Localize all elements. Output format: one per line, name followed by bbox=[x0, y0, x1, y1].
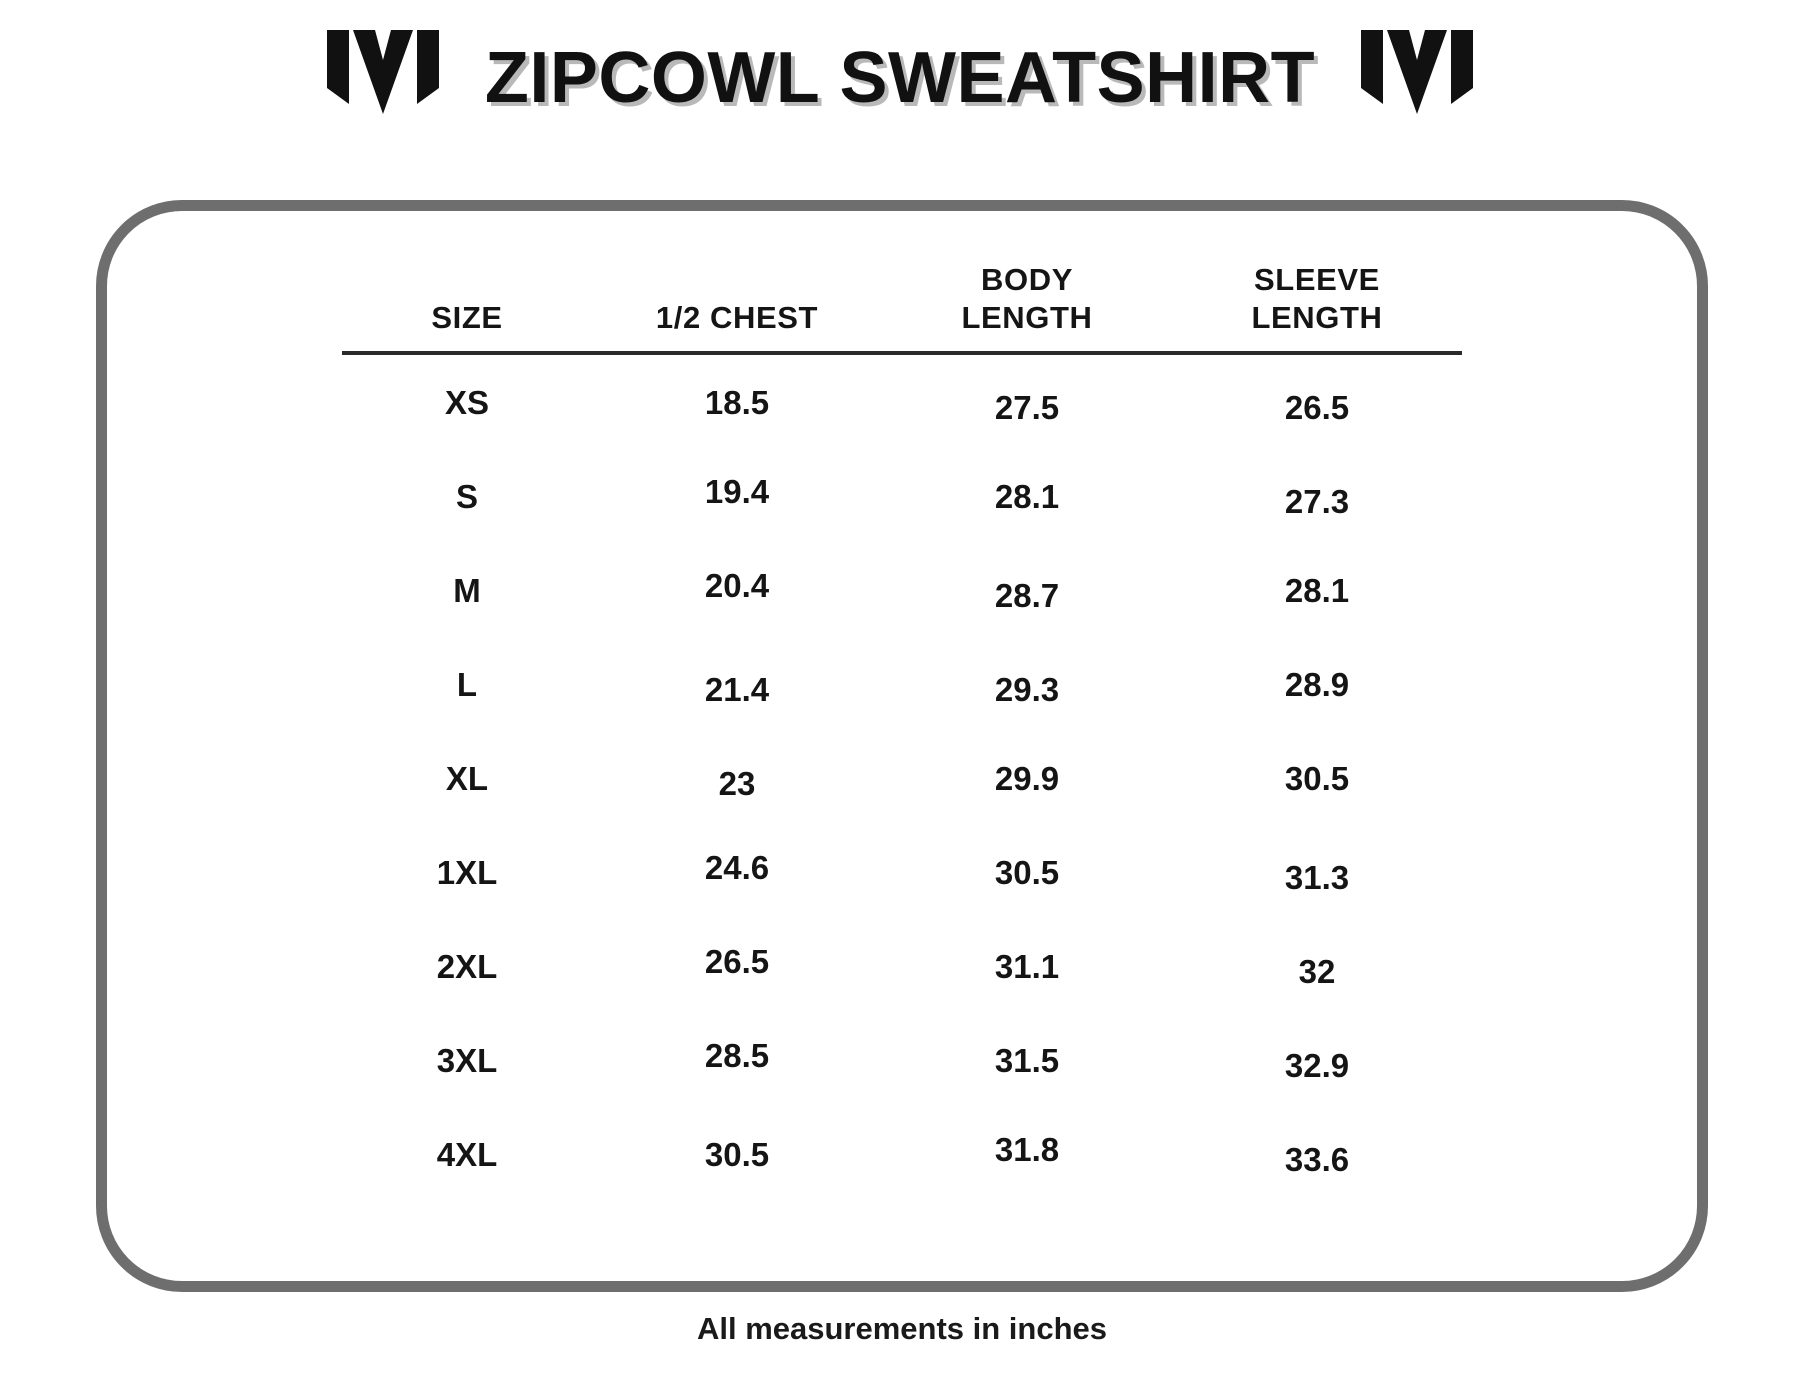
cell-sleeve-length: 28.9 bbox=[1284, 665, 1350, 703]
table-row bbox=[342, 449, 1462, 543]
cell-half-chest: 24.6 bbox=[704, 848, 770, 886]
column-header-half-chest-label: 1/2 CHEST bbox=[655, 300, 819, 336]
column-header-sleeve-length-line1: SLEEVE bbox=[1254, 262, 1380, 298]
column-header-size bbox=[342, 233, 592, 353]
cell-sleeve-length: 33.6 bbox=[1284, 1140, 1350, 1178]
cell-size: M bbox=[453, 571, 481, 609]
cell-half-chest: 20.4 bbox=[704, 566, 770, 604]
cell-body-length: 27.5 bbox=[994, 388, 1060, 426]
cell-half-chest: 30.5 bbox=[704, 1135, 770, 1173]
size-table-body bbox=[342, 353, 1462, 1201]
table-row bbox=[342, 731, 1462, 825]
table-row bbox=[342, 1013, 1462, 1107]
column-header-size-label: SIZE bbox=[431, 300, 503, 336]
cell-body-length: 29.9 bbox=[994, 759, 1060, 797]
brand-chevron-logo-left-icon bbox=[327, 30, 439, 127]
cell-size: 1XL bbox=[436, 853, 498, 891]
brand-chevron-logo-right-icon bbox=[1361, 30, 1473, 127]
cell-half-chest: 26.5 bbox=[704, 942, 770, 980]
measurements-footnote: All measurements in inches bbox=[696, 1311, 1108, 1346]
cell-body-length: 31.1 bbox=[994, 947, 1060, 985]
column-header-body-length-line2: LENGTH bbox=[961, 300, 1093, 336]
size-chart-card bbox=[96, 200, 1708, 1346]
cell-sleeve-length: 28.1 bbox=[1284, 571, 1350, 609]
cell-sleeve-length: 26.5 bbox=[1284, 388, 1350, 426]
column-header-body-length bbox=[882, 233, 1172, 353]
table-row bbox=[342, 919, 1462, 1013]
table-row bbox=[342, 353, 1462, 449]
cell-half-chest: 21.4 bbox=[704, 670, 770, 708]
cell-body-length: 31.8 bbox=[994, 1130, 1060, 1168]
table-row bbox=[342, 825, 1462, 919]
table-row bbox=[342, 637, 1462, 731]
cell-size: 3XL bbox=[436, 1041, 498, 1079]
cell-half-chest: 19.4 bbox=[704, 472, 770, 510]
cell-sleeve-length: 32 bbox=[1298, 952, 1336, 990]
cell-half-chest: 18.5 bbox=[704, 383, 770, 421]
cell-body-length: 28.7 bbox=[994, 576, 1060, 614]
cell-body-length: 28.1 bbox=[994, 477, 1060, 515]
cell-size: XS bbox=[444, 383, 490, 421]
cell-size: S bbox=[455, 477, 478, 515]
table-header-row bbox=[342, 233, 1462, 353]
page-title: ZIPCOWL SWEATSHIRT bbox=[484, 38, 1316, 118]
cell-sleeve-length: 31.3 bbox=[1284, 858, 1350, 896]
cell-size: L bbox=[456, 665, 478, 703]
size-table bbox=[342, 233, 1462, 1201]
cell-sleeve-length: 30.5 bbox=[1284, 759, 1350, 797]
column-header-body-length-line1: BODY bbox=[981, 262, 1073, 298]
cell-body-length: 31.5 bbox=[994, 1041, 1060, 1079]
table-row bbox=[342, 1107, 1462, 1201]
page-header bbox=[0, 0, 1800, 130]
column-header-sleeve-length-line2: LENGTH bbox=[1251, 300, 1383, 336]
cell-half-chest: 28.5 bbox=[704, 1036, 770, 1074]
size-table-container bbox=[107, 211, 1697, 1201]
cell-sleeve-length: 27.3 bbox=[1284, 482, 1350, 520]
cell-size: 4XL bbox=[436, 1135, 498, 1173]
cell-half-chest: 23 bbox=[718, 764, 756, 802]
cell-body-length: 30.5 bbox=[994, 853, 1060, 891]
cell-sleeve-length: 32.9 bbox=[1284, 1046, 1350, 1084]
column-header-sleeve-length bbox=[1172, 233, 1462, 353]
table-row bbox=[342, 543, 1462, 637]
cell-body-length: 29.3 bbox=[994, 670, 1060, 708]
column-header-half-chest bbox=[592, 233, 882, 353]
cell-size: XL bbox=[445, 759, 489, 797]
cell-size: 2XL bbox=[436, 947, 498, 985]
size-table-head bbox=[342, 233, 1462, 353]
